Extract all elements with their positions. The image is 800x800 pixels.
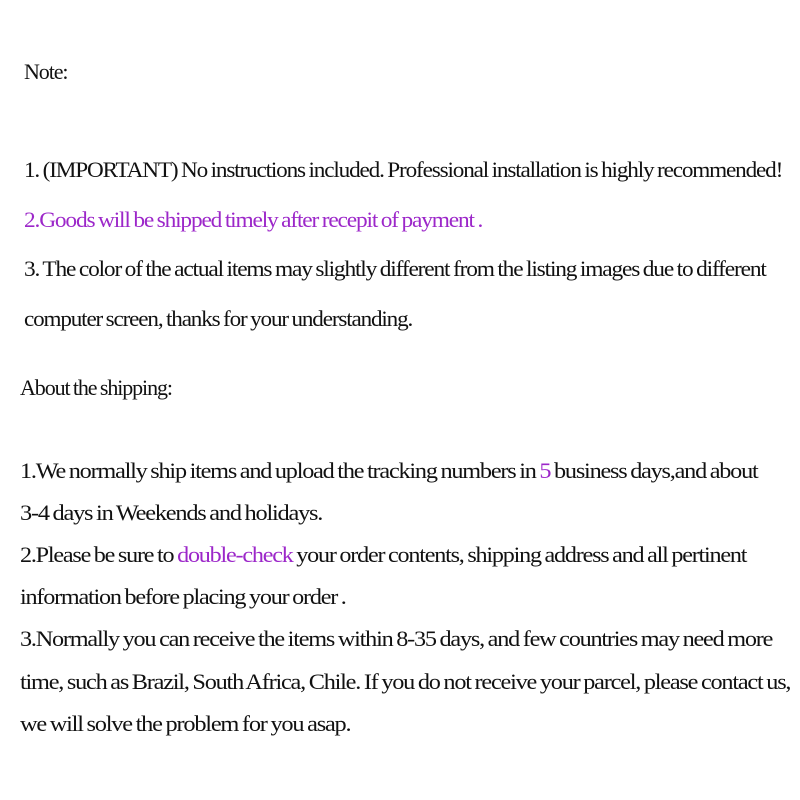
note-item-3-line-1: 3. The color of the actual items may slightly different from the listing images due to different (24, 256, 766, 281)
note-item-2: 2.Goods will be shipped timely after recepit of payment . (24, 207, 483, 232)
shipping-item-3-line-3: we will solve the problem for you asap. (20, 711, 351, 736)
note-title: Note: (24, 59, 68, 84)
shipping-days-highlight: 5 (539, 458, 551, 483)
shipping-item-1-line-1 (20, 460, 758, 482)
shipping-title: About the shipping: (20, 375, 172, 400)
shipping-item-1-line-2: 3-4 days in Weekends and holidays. (20, 500, 323, 525)
shipping-item-1-text-post: business days,and about (550, 458, 758, 483)
shipping-item-3-line-2: time, such as Brazil, South Africa, Chile. If you do not receive your parcel, please contact us, (20, 669, 791, 694)
shipping-item-3-line-1: 3.Normally you can receive the items within 8-35 days, and few countries may need more (20, 626, 773, 651)
note-item-1: 1. (IMPORTANT) No instructions included. Professional installation is highly recommended! (24, 157, 783, 182)
shipping-item-2-line-1 (20, 544, 746, 566)
shipping-item-2-text-pre: 2.Please be sure to (20, 542, 178, 567)
double-check-highlight: double-check (177, 542, 293, 567)
note-item-3-line-2: computer screen, thanks for your understanding. (24, 306, 413, 331)
shipping-item-1-text-pre: 1.We normally ship items and upload the tracking numbers in (20, 458, 540, 483)
shipping-item-2-text-post: your order contents, shipping address and all pertinent (292, 542, 747, 567)
shipping-item-2-line-2: information before placing your order . (20, 584, 346, 609)
